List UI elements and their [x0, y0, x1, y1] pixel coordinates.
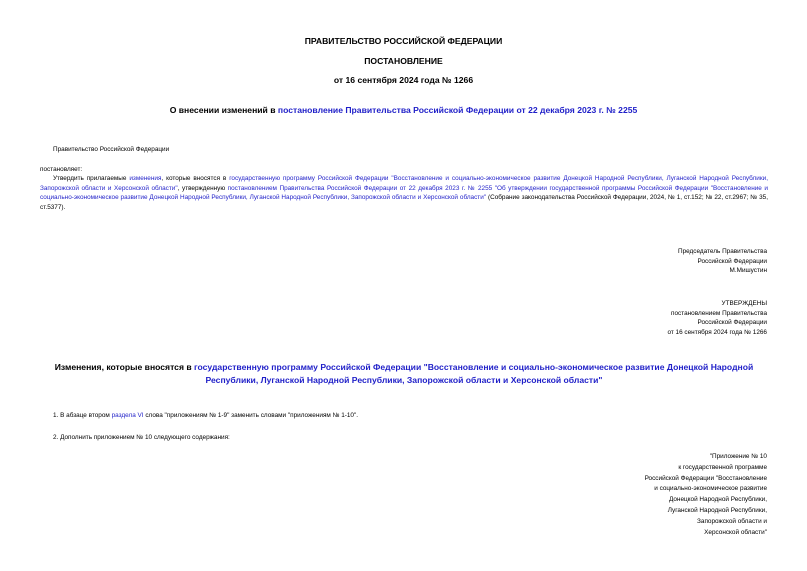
- annex-line-8: Херсонской области": [704, 528, 767, 536]
- annex-line-2: к государственной программе: [678, 463, 767, 471]
- document-title: [0, 105, 807, 115]
- item-2: 2. Дополнить приложением № 10 следующего содержания:: [53, 434, 230, 441]
- resolution-2255-link[interactable]: постановлением Правительства Российской Федерации от 22 декабря 2023 г. № 2255 "Об утверждении государственной программы Российской Федерации "Восстановление и социально-экономическое развитие Донецкой Народной Республики, Луганской Народной Республики, Запорожской области и Херсонской области": [40, 184, 768, 202]
- resolution-text-b: , которые вносятся в: [161, 175, 230, 182]
- state-program-heading-link[interactable]: государственную программу Российской Федерации "Восстановление и социально-экономическое развитие Донецкой Народной Республики, Луганской Народной Республики, Запорожской области и Херсонской области": [194, 362, 754, 385]
- annex-line-3: Российской Федерации "Восстановление: [644, 474, 767, 482]
- signature-name: М.Мишустин: [729, 267, 767, 275]
- changes-heading: [40, 361, 768, 386]
- approved-block: [467, 299, 767, 337]
- item-1-text-a: 1. В абзаце втором: [53, 412, 112, 419]
- government-heading: ПРАВИТЕЛЬСТВО РОССИЙСКОЙ ФЕДЕРАЦИИ: [304, 36, 503, 46]
- decides-label: постановляет:: [40, 166, 83, 173]
- changes-heading-prefix: Изменения, которые вносятся в: [54, 362, 195, 372]
- item-1: [53, 411, 358, 421]
- approved-by: постановлением Правительства: [671, 309, 767, 317]
- signature-block: [467, 247, 767, 276]
- approved-date: от 16 сентября 2024 года № 1266: [667, 328, 767, 336]
- state-program-link[interactable]: государственную программу Российской Федерации "Восстановление и социально-экономическое развитие Донецкой Народной Республики, Луганской Народной Республики, Запорожской области и Херсонской области": [40, 175, 768, 192]
- approved-heading: УТВЕРЖДЕНЫ: [721, 300, 767, 307]
- resolution-text-d: (Собрание законодательства Российской Федерации, 2024, № 1, ст.152; № 22, ст.2967; № 35, ст.5377).: [40, 194, 768, 211]
- item-1-text-b: слова "приложениям № 1-9" заменить словами "приложениям № 1-10".: [143, 412, 359, 419]
- approved-country: Российской Федерации: [697, 319, 767, 327]
- resolution-paragraph: [40, 174, 768, 212]
- annex-line-5: Донецкой Народной Республики,: [668, 496, 767, 504]
- annex-line-6: Луганской Народной Республики,: [667, 506, 767, 514]
- signature-position: Председатель Правительства: [678, 248, 767, 255]
- document-type: ПОСТАНОВЛЕНИЕ: [364, 56, 443, 66]
- signature-country: Российской Федерации: [697, 257, 767, 265]
- amended-act-link[interactable]: постановление Правительства Российской Федерации от 22 декабря 2023 г. № 2255: [277, 105, 638, 115]
- government-label: Правительство Российской Федерации: [53, 146, 170, 153]
- resolution-text-c: , утвержденную: [177, 184, 228, 192]
- annex-line-7: Запорожской области и: [697, 517, 767, 525]
- section-vi-link[interactable]: раздела VI: [111, 412, 144, 419]
- document-date-number: от 16 сентября 2024 года № 1266: [333, 75, 474, 85]
- document-title-prefix: О внесении изменений в: [169, 105, 278, 115]
- annex-line-1: "Приложение № 10: [709, 453, 767, 460]
- annex-line-4: и социально-экономическое развитие: [654, 485, 767, 493]
- changes-link[interactable]: изменения: [129, 175, 162, 182]
- annex-heading-block: [467, 452, 767, 538]
- resolution-text-a: Утвердить прилагаемые: [53, 175, 130, 182]
